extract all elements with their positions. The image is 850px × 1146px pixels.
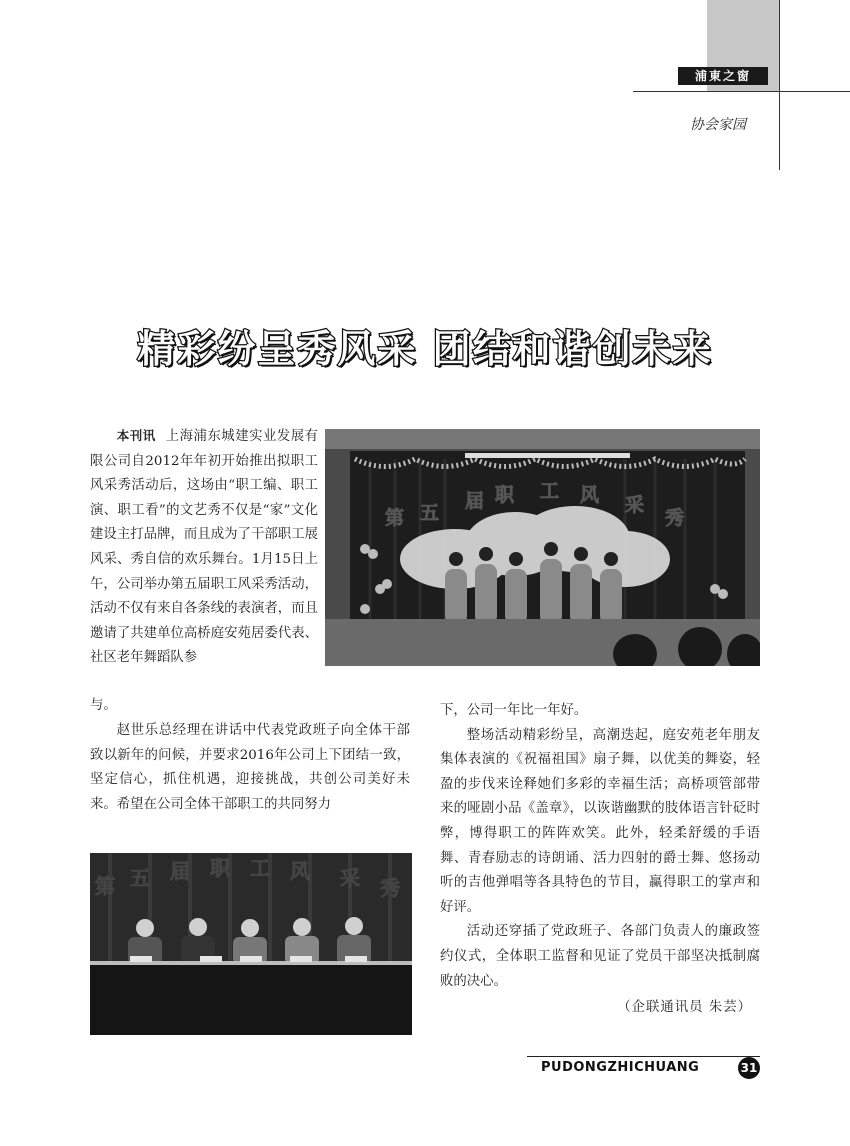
column-1-top [90, 424, 318, 671]
lead-label: 本刊讯 [116, 428, 156, 443]
column-1-continuation: 与。 [90, 698, 117, 713]
article-title: 精彩纷呈秀风采 团结和谐创未来 [137, 327, 713, 371]
header-horizontal-rule [633, 91, 850, 92]
banner2-char-3: 届 [170, 859, 190, 883]
header-vertical-rule [779, 0, 780, 170]
section-title: 协会家园 [690, 117, 746, 133]
banner2-char-2: 五 [130, 866, 150, 890]
banner-char-8: 秀 [665, 507, 685, 529]
paragraph-4: 活动还穿插了党政班子、各部门负责人的廉政签约仪式，全体职工监督和见证了党员干部坚决抵制腐败的决心。 [440, 924, 760, 989]
column-2-continuation: 下，公司一年比一年好。 [440, 703, 588, 718]
banner-char-6: 风 [580, 484, 600, 506]
stage-performance-photo [325, 429, 760, 666]
banner-char-7: 采 [625, 494, 645, 516]
byline: （企联通讯员 朱芸） [617, 1000, 752, 1016]
banner2-char-1: 第 [95, 874, 115, 898]
column-2 [440, 699, 760, 1034]
page-number: 31 [738, 1057, 760, 1079]
banner2-char-5: 工 [250, 856, 270, 880]
banner-char-4: 职 [495, 484, 515, 506]
banner-char-2: 五 [420, 502, 440, 524]
banner2-char-8: 秀 [380, 876, 400, 900]
banner2-char-6: 风 [290, 859, 310, 883]
column-1-bottom [90, 719, 410, 817]
banner-char-1: 第 [385, 507, 405, 529]
paragraph-1-text: 上海浦东城建实业发展有限公司自2012年年初开始推出拟职工风采秀活动后，这场由“职工编、职工演、职工看”的文艺秀不仅是“家”文化建设主打品牌，而且成为了干部职工展风采、秀自信的欢乐舞台。1月15日上午，公司举办第五届职工风采秀活动，活动不仅有来自各条线的表演者，而且邀请了共建单位高桥庭安苑居委代表、社区老年舞蹈队参 [90, 429, 318, 666]
footer-rule [527, 1056, 760, 1057]
banner2-char-7: 采 [340, 866, 360, 890]
signing-photo-illustration [90, 853, 412, 1035]
paragraph-3: 整场活动精彩纷呈，高潮迭起，庭安苑老年朋友集体表演的《祝福祖国》扇子舞，以优美的舞姿，轻盈的步伐来诠释她们多彩的幸福生活；高桥项管部带来的哑剧小品《盖章》，以诙谐幽默的肢体语言针砭时弊，博得职工的阵阵欢笑。此外，轻柔舒缓的手语舞、青春励志的诗朗诵、活力四射的爵士舞、悠扬动听的吉他弹唱等各具特色的节目，赢得职工的掌声和好评。 [440, 727, 760, 915]
paragraph-2: 赵世乐总经理在讲话中代表党政班子向全体干部致以新年的问候，并要求2016年公司上下团结一致，坚定信心，抓住机遇，迎接挑战，共创公司美好未来。希望在公司全体干部职工的共同努力 [90, 723, 410, 812]
stage-photo-illustration [325, 429, 760, 666]
banner-char-5: 工 [540, 480, 560, 502]
signing-ceremony-photo [90, 853, 412, 1035]
magazine-logo: 浦東之窗 [678, 67, 768, 85]
footer-magazine-name: PUDONGZHICHUANG [541, 1060, 700, 1075]
paragraph-1 [90, 424, 318, 671]
banner-char-3: 届 [465, 490, 485, 512]
banner2-char-4: 职 [210, 856, 230, 880]
